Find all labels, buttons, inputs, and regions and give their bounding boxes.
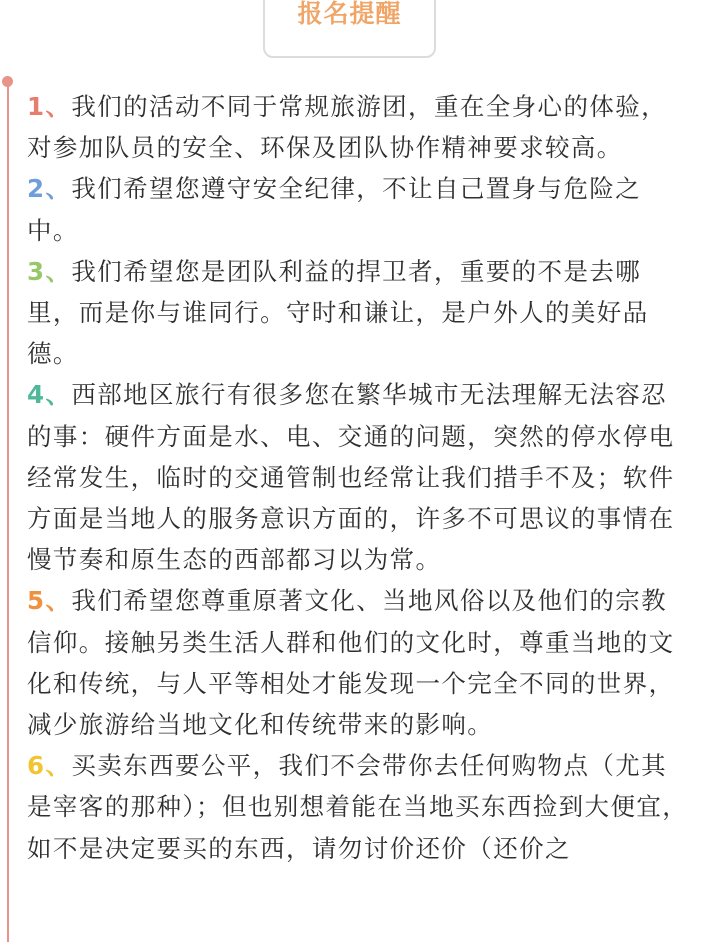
title-box [263,0,436,58]
item-text: 买卖东西要公平，我们不会带你去任何购物点（尤其是宰客的那种）；但也别想着能在当地买东西捡到大便宜，如不是决定要买的东西，请勿讨价还价（还价之 [27,751,689,863]
item-number: 6、 [27,751,72,781]
item-text: 我们的活动不同于常规旅游团，重在全身心的体验，对参加队员的安全、环保及团队协作精神要求较高。 [27,92,668,163]
reminder-item-5 [27,580,692,745]
reminder-item-3 [27,251,692,375]
item-text: 我们希望您遵守安全纪律，不让自己置身与危险之中。 [27,174,642,245]
item-number: 3、 [27,256,72,286]
timeline-line [7,82,9,942]
item-number: 4、 [27,380,72,410]
item-text: 西部地区旅行有很多您在繁华城市无法理解无法容忍的事：硬件方面是水、电、交通的问题，突然的停水停电经常发生，临时的交通管制也经常让我们措手不及；软件方面是当地人的服务意识方面的，许多不可思议的事情在慢节奏和原生态的西部都习以为常。 [27,380,675,575]
reminder-item-2 [27,168,692,250]
timeline-dot [2,76,13,87]
reminder-item-4 [27,374,692,580]
item-number: 1、 [27,92,72,121]
reminder-list [27,86,692,869]
page-title: 报名提醒 [297,0,402,28]
item-number: 2、 [27,174,72,204]
item-text: 我们希望您尊重原著文化、当地风俗以及他们的宗教信仰。接触另类生活人群和他们的文化时，尊重当地的文化和传统，与人平等相处才能发现一个完全不同的世界，减少旅游给当地文化和传统带来的影响。 [27,586,675,740]
item-number: 5、 [27,586,72,616]
item-text: 我们希望您是团队利益的捍卫者，重要的不是去哪里，而是你与谁同行。守时和谦让，是户外人的美好品德。 [27,256,649,369]
reminder-item-1 [27,86,692,168]
reminder-item-6 [27,745,692,869]
